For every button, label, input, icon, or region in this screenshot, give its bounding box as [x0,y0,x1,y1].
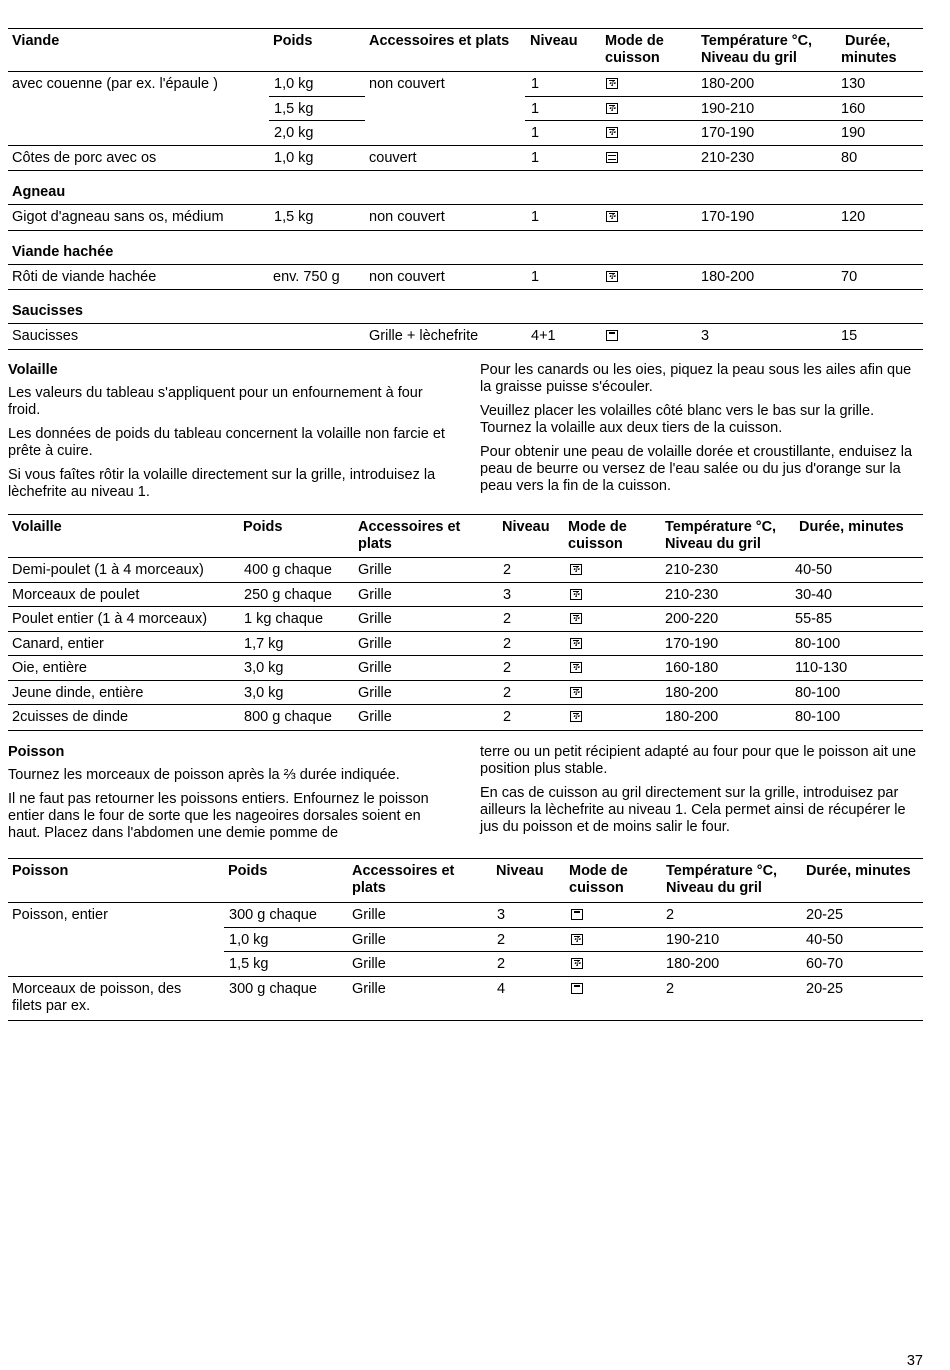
cell-temperature: 180-200 [665,709,719,725]
paragraph: terre ou un petit récipient adapté au four pour que le poisson ait une position plus stable. [480,744,917,777]
table-row [8,607,923,632]
cell-poids: 400 g chaque [244,562,332,578]
cell-poisson: Morceaux de poisson, des filets par ex. [12,980,182,1014]
cell-accessoires: Grille [352,907,386,923]
cell-temperature: 190-210 [666,931,720,948]
cell-accessoires: Grille [352,931,386,948]
paragraph: En cas de cuisson au gril directement sur la grille, introduisez par ailleurs la lèchefrite au niveau 1. Cela permet ainsi de récupérer le jus du poisson et de moins salir le four. [480,785,906,835]
header-duree: Durée, minutes [806,863,911,879]
header-poids: Poids [243,519,283,535]
table-row [8,928,923,953]
cell-accessoires: Grille [358,660,392,676]
header-niveau: Niveau [502,519,550,535]
cell-duree: 20-25 [806,907,844,923]
cell-poids: 3,0 kg [244,660,284,676]
paragraph: Veuillez placer les volailles côté blanc vers le bas sur la grille. Tournez la volaille aux deux tiers de la cuisson. [480,403,875,436]
cell-poids: env. 750 g [273,268,340,285]
cell-accessoires: Grille [352,956,386,972]
cell-volaille: Morceaux de poulet [12,586,140,603]
fan-icon [606,127,618,138]
cell-niveau: 1 [531,76,540,92]
cell-viande: Rôti de viande hachée [12,268,157,285]
table-row [8,952,923,977]
volaille-rows [8,558,923,731]
cell-temperature: 210-230 [665,562,719,578]
grill-icon [606,330,618,341]
header-duree: Durée, minutes [841,33,897,66]
cell-temperature: 170-190 [665,635,719,652]
section-viande-hachee: Viande hachée [8,230,923,265]
header-niveau: Niveau [496,863,544,879]
paragraph: Pour les canards ou les oies, piquez la peau sous les ailes afin que la graisse puisse s'écouler. [480,362,912,395]
cell-poids: 1,0 kg [229,931,269,948]
cell-poids: 3,0 kg [244,684,284,701]
cell-duree: 120 [841,209,866,225]
header-temperature: Température °C, Niveau du gril [701,33,813,66]
fan-icon [606,78,618,89]
table-row [8,146,923,171]
table-header [8,514,923,558]
volaille-table [8,514,923,731]
cell-temperature: 180-200 [701,76,755,92]
fan-icon [570,687,582,698]
header-poids: Poids [273,33,313,49]
cell-poids: 1,0 kg [274,149,314,166]
cell-temperature: 210-230 [701,149,755,166]
cell-temperature: 170-190 [701,209,755,225]
poisson-table [8,858,923,1021]
table-row [8,681,923,706]
fan-icon [606,271,618,282]
cell-temperature: 180-200 [665,684,719,701]
cell-niveau: 2 [503,562,512,578]
cell-poids: 2,0 kg [274,125,314,141]
cell-temperature: 2 [666,907,675,923]
cell-viande: Côtes de porc avec os [12,149,157,166]
cell-viande: avec couenne (par ex. l'épaule ) [12,76,218,92]
cell-poids: 1,5 kg [229,956,269,972]
header-temperature: Température °C, Niveau du gril [665,519,777,552]
cell-niveau: 2 [503,684,512,701]
cell-accessoires: Grille [358,562,392,578]
cell-poids: 1,7 kg [244,635,284,652]
cell-poids: 250 g chaque [244,586,332,603]
cell-niveau: 2 [497,956,506,972]
table-row [8,632,923,657]
viande-table [8,28,923,350]
cell-temperature: 180-200 [701,268,755,285]
table-row [8,205,923,230]
cell-duree: 80-100 [795,709,841,725]
table-row [8,558,923,583]
cell-poids: 1,5 kg [274,209,314,225]
table-row [8,97,923,122]
cell-duree: 30-40 [795,586,833,603]
cell-poids: 1 kg chaque [244,611,324,627]
cell-accessoires: non couvert [369,268,445,285]
cell-duree: 110-130 [795,660,848,676]
cell-volaille: Canard, entier [12,635,104,652]
cell-niveau: 2 [503,660,512,676]
cell-accessoires: non couvert [369,76,445,92]
cell-accessoires: Grille [352,980,386,997]
header-poisson: Poisson [12,863,69,879]
header-mode: Mode de cuisson [605,33,664,66]
cell-duree: 55-85 [795,611,833,627]
cell-niveau: 4 [497,980,506,997]
cell-temperature: 200-220 [665,611,719,627]
section-title: Volaille [8,362,58,378]
cell-poids: 300 g chaque [229,907,317,923]
cell-accessoires: Grille [358,635,392,652]
cell-accessoires: Grille [358,709,392,725]
cell-niveau: 2 [497,931,506,948]
table-header [8,28,923,72]
header-duree: Durée, minutes [799,519,904,535]
cell-temperature: 170-190 [701,125,755,141]
cell-duree: 40-50 [795,562,833,578]
paragraph: Les valeurs du tableau s'appliquent pour un enfournement à four froid. [8,385,423,418]
paragraph: Si vous faîtes rôtir la volaille directement sur la grille, introduisez la lèchefrite au niveau 1. [8,467,436,500]
cell-niveau: 1 [531,268,540,285]
section-agneau: Agneau [8,170,923,205]
cell-duree: 15 [841,328,858,344]
cell-poids: 800 g chaque [244,709,332,725]
header-accessoires: Accessoires et plats [352,863,455,896]
grill-icon [571,909,583,920]
cell-niveau: 2 [503,635,512,652]
cell-duree: 160 [841,100,866,117]
section-title: Poisson [8,744,65,760]
table-row [8,324,923,350]
header-accessoires: Accessoires et plats [358,519,461,552]
header-accessoires: Accessoires et plats [369,33,510,49]
fan-icon [606,211,618,222]
cell-niveau: 3 [503,586,512,603]
cell-temperature: 2 [666,980,675,997]
header-niveau: Niveau [530,33,578,49]
cell-temperature: 210-230 [665,586,719,603]
paragraph: Il ne faut pas retourner les poissons entiers. Enfournez le poisson entier dans le four de sorte que les nageoires dorsales soient en haut. Placez dans l'abdomen une demie pomme de [8,791,429,841]
table-row [8,121,923,146]
cell-volaille: Poulet entier (1 à 4 morceaux) [12,611,208,627]
cell-duree: 130 [841,76,866,92]
cell-accessoires: non couvert [369,209,445,225]
cell-volaille: 2cuisses de dinde [12,709,129,725]
cell-accessoires: couvert [369,149,417,166]
header-temperature: Température °C, Niveau du gril [666,863,778,896]
fan-icon [570,638,582,649]
fan-icon [570,711,582,722]
cell-niveau: 1 [531,100,540,117]
poisson-intro-left [8,744,453,849]
cell-viande: Saucisses [12,328,79,344]
table-row [8,903,923,928]
cell-duree: 80-100 [795,635,841,652]
cell-volaille: Oie, entière [12,660,87,676]
cell-accessoires: Grille [358,586,392,603]
cell-poids: 1,5 kg [274,100,314,117]
paragraph: Les données de poids du tableau concernent la volaille non farcie et prête à cuire. [8,426,445,459]
cell-duree: 190 [841,125,866,141]
cell-volaille: Jeune dinde, entière [12,684,144,701]
cell-duree: 60-70 [806,956,844,972]
paragraph: Tournez les morceaux de poisson après la ⅔ durée indiquée. [8,767,400,783]
cell-niveau: 1 [531,209,540,225]
table-row [8,977,923,1021]
paragraph: Pour obtenir une peau de volaille dorée et croustillante, enduisez la peau de beurre ou versez de l'eau salée ou du jus d'orange sur la peau vers la fin de la cuisson. [480,444,913,494]
page-number: 37 [906,1353,923,1369]
cell-niveau: 4+1 [531,328,556,344]
header-viande: Viande [12,33,60,49]
table-row [8,583,923,608]
cell-volaille: Demi-poulet (1 à 4 morceaux) [12,562,204,578]
cell-niveau: 2 [503,611,512,627]
cell-viande: Gigot d'agneau sans os, médium [12,209,224,225]
cell-temperature: 190-210 [701,100,755,117]
volaille-intro-left [8,362,448,508]
header-volaille: Volaille [12,519,62,535]
top-bottom-heat-icon [606,152,618,163]
poisson-intro-right [480,744,925,843]
table-row [8,265,923,290]
cell-niveau: 1 [531,125,540,141]
cell-temperature: 160-180 [665,660,719,676]
cell-poisson: Poisson, entier [12,907,108,923]
header-mode: Mode de cuisson [568,519,627,552]
cell-temperature: 180-200 [666,956,720,972]
cell-accessoires: Grille [358,684,392,701]
fan-icon [606,103,618,114]
cell-duree: 80 [841,149,858,166]
table-row [8,72,923,97]
cell-niveau: 3 [497,907,506,923]
cell-accessoires: Grille + lèchefrite [369,328,479,344]
fan-icon [571,934,583,945]
fan-icon [570,662,582,673]
cell-duree: 70 [841,268,858,285]
header-poids: Poids [228,863,268,879]
cell-poids: 300 g chaque [229,980,317,997]
cell-poids: 1,0 kg [274,76,314,92]
fan-icon [570,589,582,600]
cell-accessoires: Grille [358,611,392,627]
table-header [8,858,923,903]
cell-niveau: 1 [531,149,540,166]
grill-icon [571,983,583,994]
table-row [8,705,923,731]
cell-temperature: 3 [701,328,710,344]
section-saucisses: Saucisses [8,289,923,324]
cell-duree: 80-100 [795,684,841,701]
fan-icon [571,958,583,969]
cell-duree: 20-25 [806,980,844,997]
cell-niveau: 2 [503,709,512,725]
fan-icon [570,613,582,624]
table-row [8,656,923,681]
fan-icon [570,564,582,575]
volaille-intro-right [480,362,925,502]
cell-duree: 40-50 [806,931,844,948]
header-mode: Mode de cuisson [569,863,628,896]
